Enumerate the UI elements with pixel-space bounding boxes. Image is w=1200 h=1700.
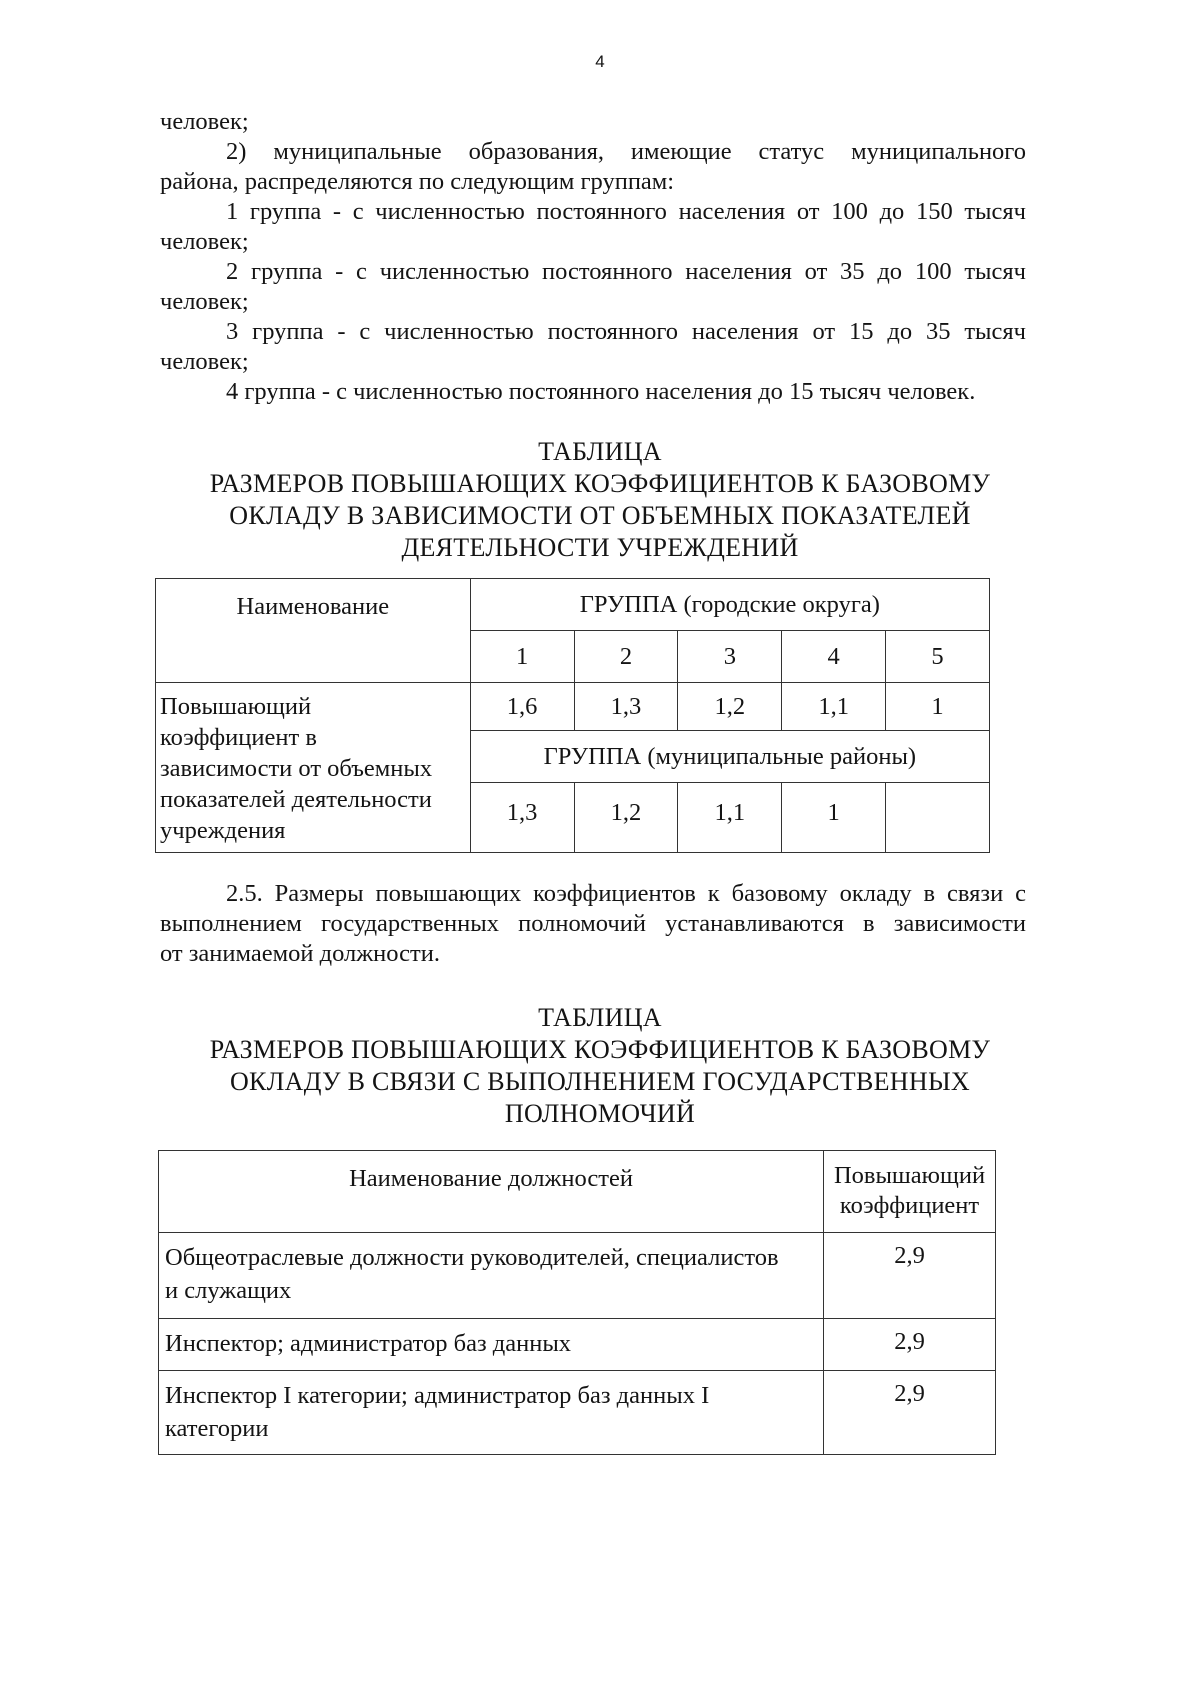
table1-group-number: 2 [574,631,678,683]
table2-coef-value: 2,9 [824,1233,996,1319]
table1-row-label-line: учреждения [160,817,286,844]
table1-header-group-district: ГРУППА (муниципальные районы) [470,731,989,783]
table2-position-name [159,1371,824,1455]
table2-header-coef-line: Повышающий [833,1162,986,1189]
table1-row-label-line: показателей деятельности [160,786,432,813]
table1-title [150,436,1050,564]
table2-position-name-line: категории [165,1415,269,1442]
paragraph-line: 4 группа - с численностью постоянного населения до 15 тысяч человек. [226,378,976,405]
table2-position-name-line: Инспектор; администратор баз данных [165,1330,572,1357]
page-number: 4 [595,52,605,71]
table1-district-value: 1 [782,783,886,853]
coefficients-table-state-powers [158,1150,996,1455]
paragraph-line: выполнением государственных полномочий устанавливаются в зависимости [160,910,1026,937]
table1-district-value: 1,3 [470,783,574,853]
table2-title-line: ПОЛНОМОЧИЙ [504,1099,696,1128]
table2-header-name: Наименование должностей [159,1151,824,1233]
table2-title [150,1002,1050,1130]
table1-title-line: ТАБЛИЦА [538,437,662,466]
table1-row-label-line: Повышающий [160,693,312,720]
table2-coef-value: 2,9 [824,1371,996,1455]
table2-position-name-line: Инспектор I категории; администратор баз данных I [165,1382,710,1409]
table2-position-name [159,1319,824,1371]
table1-title-line: ДЕЯТЕЛЬНОСТИ УЧРЕЖДЕНИЙ [401,533,799,562]
table2-header-coef [824,1151,996,1233]
paragraph-line: человек; [160,348,249,375]
table1-district-value [886,783,990,853]
table2-title-line: ОКЛАДУ В СВЯЗИ С ВЫПОЛНЕНИЕМ ГОСУДАРСТВЕННЫХ [229,1067,971,1096]
table1-title-line: РАЗМЕРОВ ПОВЫШАЮЩИХ КОЭФФИЦИЕНТОВ К БАЗОВОМУ [209,469,991,498]
table1-row-label-line: коэффициент в [160,724,317,751]
paragraph-line: 1 группа - с численностью постоянного населения от 100 до 150 тысяч [226,198,1026,225]
table1-group-number: 1 [470,631,574,683]
table1-row-label [156,683,471,853]
coefficients-table-volume [155,578,990,853]
table1-city-value: 1,1 [782,683,886,731]
paragraph-line: 2.5. Размеры повышающих коэффициентов к базовому окладу в связи с [226,880,1026,907]
table1-district-value: 1,1 [678,783,782,853]
table1-district-value: 1,2 [574,783,678,853]
table2-position-name-line: и служащих [165,1277,292,1304]
table2-title-line: РАЗМЕРОВ ПОВЫШАЮЩИХ КОЭФФИЦИЕНТОВ К БАЗОВОМУ [209,1035,991,1064]
table1-city-value: 1,6 [470,683,574,731]
table2-coef-value: 2,9 [824,1319,996,1371]
table1-city-value: 1,3 [574,683,678,731]
table1-city-value: 1,2 [678,683,782,731]
table2-title-line: ТАБЛИЦА [538,1003,662,1032]
table1-group-number: 5 [886,631,990,683]
table2-position-name-line: Общеотраслевые должности руководителей, специалистов [165,1244,779,1271]
table2-header-coef-line: коэффициент [839,1192,980,1219]
table1-group-number: 4 [782,631,886,683]
table1-header-group-city: ГРУППА (городские округа) [470,579,989,631]
paragraph-line: человек; [160,108,249,135]
paragraph-line: 2) муниципальные образования, имеющие статус муниципального [226,138,1026,165]
table-row [159,1233,996,1319]
paragraph-line: человек; [160,288,249,315]
paragraph-line: района, распределяются по следующим группам: [160,168,675,195]
table2-position-name [159,1233,824,1319]
table-row [159,1319,996,1371]
table1-row-label-line: зависимости от объемных [160,755,433,782]
table1-group-number: 3 [678,631,782,683]
paragraph-line: человек; [160,228,249,255]
table1-header-name: Наименование [156,579,471,683]
paragraph-line: 3 группа - с численностью постоянного населения от 15 до 35 тысяч [226,318,1026,345]
table-row [159,1371,996,1455]
paragraph-line: от занимаемой должности. [160,940,440,967]
table1-city-value: 1 [886,683,990,731]
table1-title-line: ОКЛАДУ В ЗАВИСИМОСТИ ОТ ОБЪЕМНЫХ ПОКАЗАТЕЛЕЙ [229,501,971,530]
paragraph-line: 2 группа - с численностью постоянного населения от 35 до 100 тысяч [226,258,1026,285]
